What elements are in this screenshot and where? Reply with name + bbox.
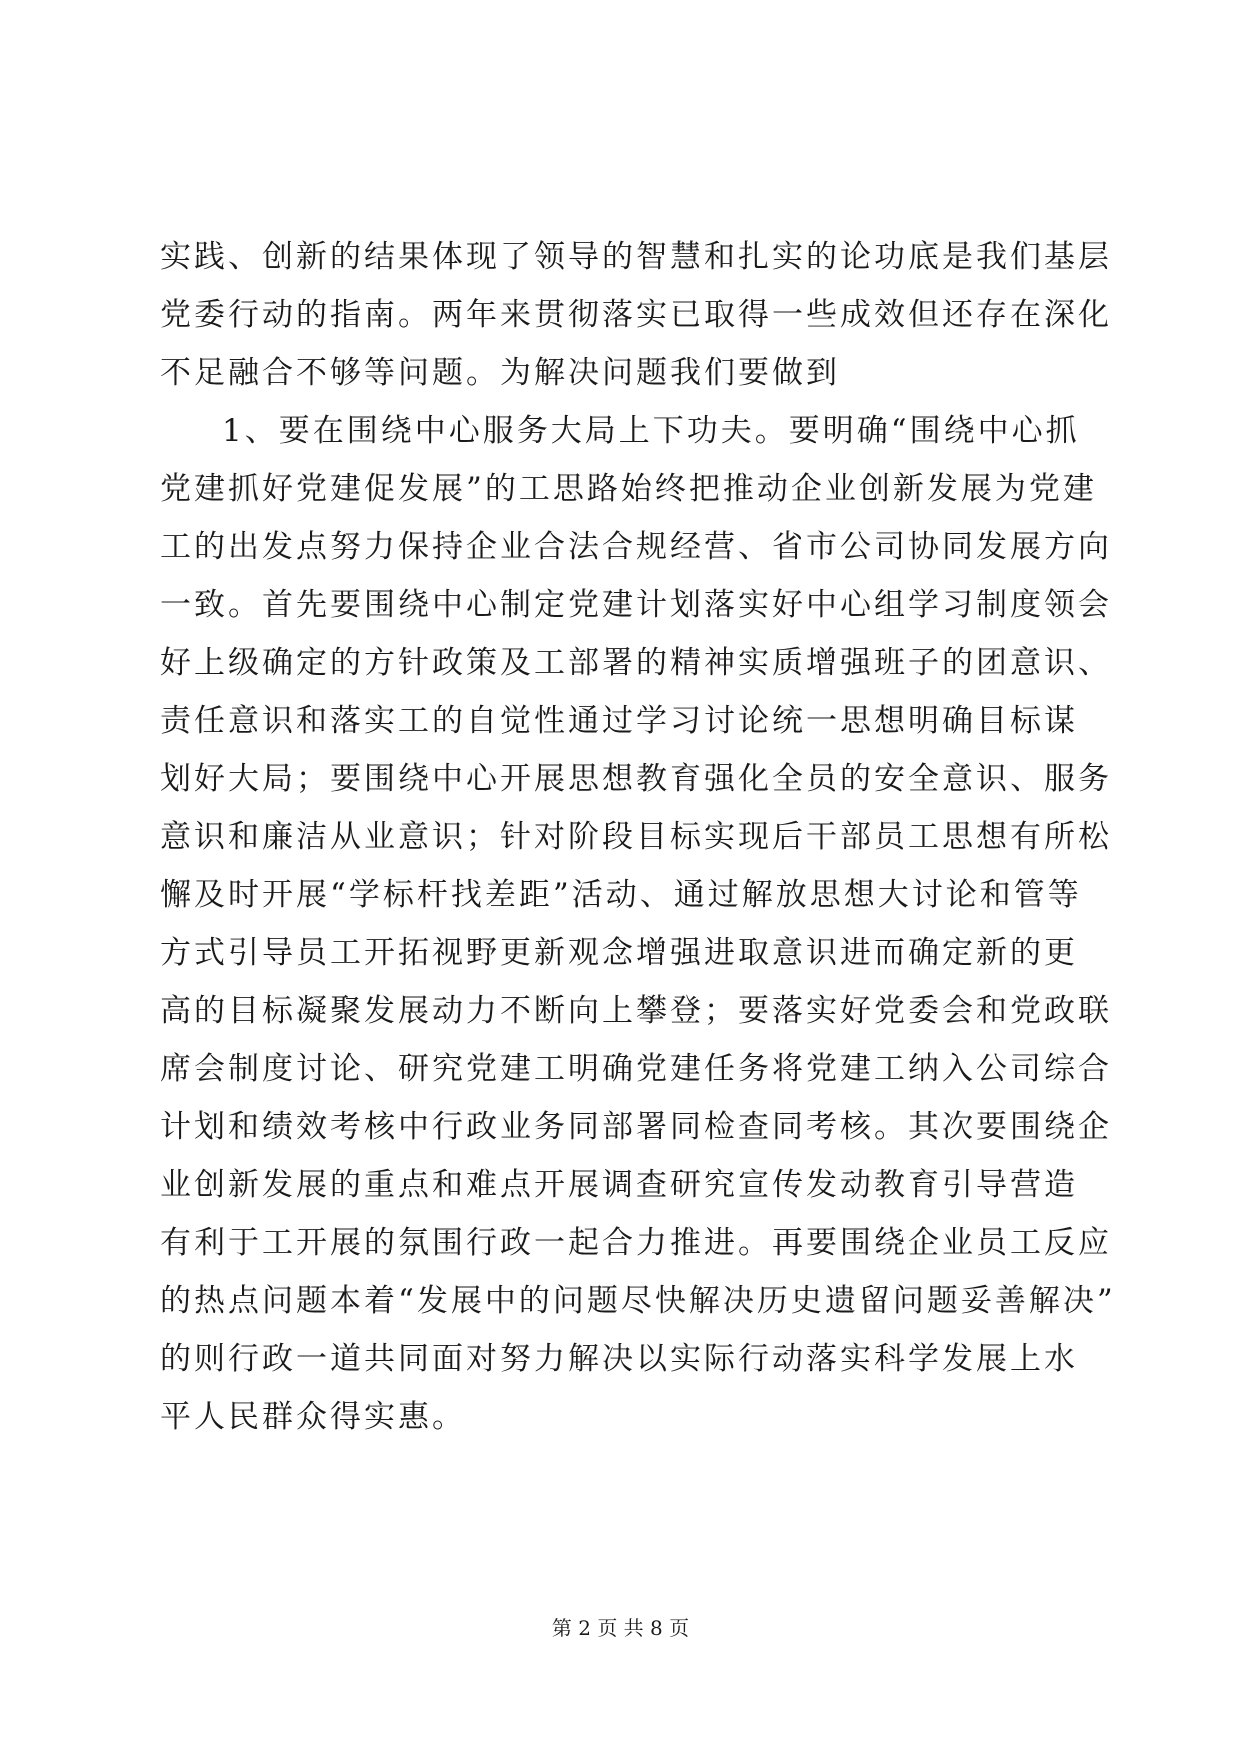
text-line-paragraph-start: 1、要在围绕中心服务大局上下功夫。要明确“围绕中心抓 (222, 413, 1080, 449)
text-line: 有利于工开展的氛围行政一起合力推进。再要围绕企业员工反应 (160, 1225, 1112, 1261)
text-line: 的热点问题本着“发展中的问题尽快解决历史遗留问题妥善解决” (160, 1283, 1116, 1319)
text-line: 实践、创新的结果体现了领导的智慧和扎实的论功底是我们基层 (160, 239, 1112, 275)
page-number-footer: 第 2 页 共 8 页 (551, 1616, 690, 1640)
text-line: 方式引导员工开拓视野更新观念增强进取意识进而确定新的更 (160, 935, 1078, 971)
text-line: 计划和绩效考核中行政业务同部署同检查同考核。其次要围绕企 (160, 1109, 1112, 1145)
text-line: 的则行政一道共同面对努力解决以实际行动落实科学发展上水 (160, 1341, 1078, 1377)
text-line: 意识和廉洁从业意识；针对阶段目标实现后干部员工思想有所松 (160, 819, 1112, 855)
text-line: 懈及时开展“学标杆找差距”活动、通过解放思想大讨论和管等 (160, 877, 1082, 913)
text-line: 一致。首先要围绕中心制定党建计划落实好中心组学习制度领会 (160, 587, 1112, 623)
text-line: 业创新发展的重点和难点开展调查研究宣传发动教育引导营造 (160, 1167, 1078, 1203)
text-line: 责任意识和落实工的自觉性通过学习讨论统一思想明确目标谋 (160, 703, 1078, 739)
text-line: 平人民群众得实惠。 (160, 1399, 466, 1435)
text-line: 高的目标凝聚发展动力不断向上攀登；要落实好党委会和党政联 (160, 993, 1112, 1029)
text-line: 划好大局；要围绕中心开展思想教育强化全员的安全意识、服务 (160, 761, 1112, 797)
text-line: 好上级确定的方针政策及工部署的精神实质增强班子的团意识、 (160, 645, 1112, 681)
text-line: 工的出发点努力保持企业合法合规经营、省市公司协同发展方向 (160, 529, 1112, 565)
body-text (160, 228, 1116, 1446)
text-line: 席会制度讨论、研究党建工明确党建任务将党建工纳入公司综合 (160, 1051, 1112, 1087)
text-line: 党委行动的指南。两年来贯彻落实已取得一些成效但还存在深化 (160, 297, 1112, 333)
text-line: 党建抓好党建促发展”的工思路始终把推动企业创新发展为党建 (160, 471, 1097, 507)
text-line: 不足融合不够等问题。为解决问题我们要做到 (160, 355, 840, 391)
